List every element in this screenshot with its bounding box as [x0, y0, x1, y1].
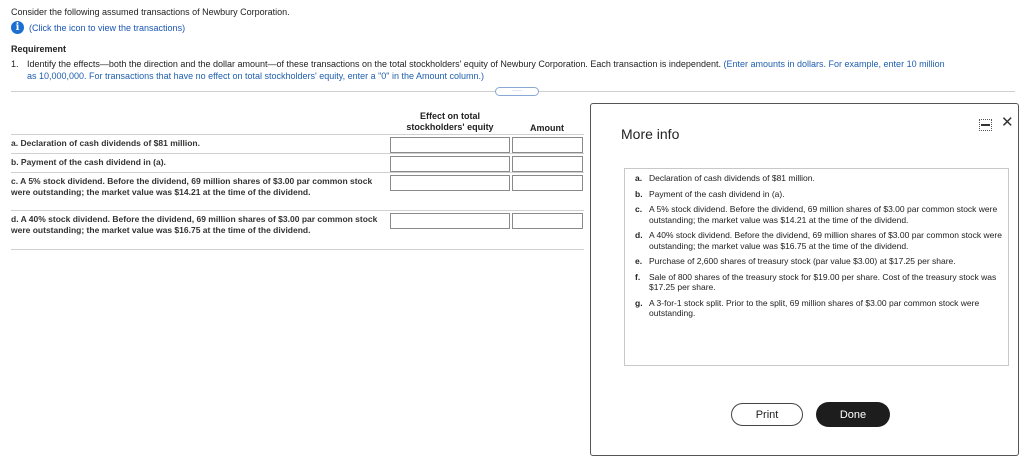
list-item: [635, 204, 1002, 225]
list-item: [635, 256, 1002, 267]
item-text: Payment of the cash dividend in (a).: [649, 188, 785, 199]
requirement-hint-2: as 10,000,000. For transactions that have no effect on total stockholders' equity, enter a "0" in the Amount column.): [27, 71, 485, 81]
list-item: [635, 230, 1002, 251]
effect-input-a[interactable]: [390, 137, 510, 153]
row-divider: [11, 153, 584, 154]
intro-text: Consider the following assumed transactions of Newbury Corporation.: [11, 7, 290, 17]
item-text: A 40% stock dividend. Before the dividend, 69 million shares of $3.00 par common stock were outstanding; the market value was $16.75 at the time of the dividend.: [649, 230, 1002, 251]
row-label-b: b. Payment of the cash dividend in (a).: [11, 157, 166, 167]
item-text: Sale of 800 shares of the treasury stock for $19.00 per share. Cost of the treasury stock was $17.25 per share.: [649, 271, 997, 292]
list-item: [635, 272, 1002, 293]
item-letter: d.: [635, 230, 643, 240]
requirement-heading: Requirement: [11, 44, 67, 54]
info-icon[interactable]: i: [11, 21, 24, 34]
item-text: Purchase of 2,600 shares of treasury stock (par value $3.00) at $17.25 per share.: [649, 256, 956, 266]
item-letter: e.: [635, 256, 643, 266]
requirement-text: [11, 58, 1016, 82]
amount-input-a[interactable]: [512, 137, 583, 153]
row-divider: [11, 134, 584, 135]
amount-input-b[interactable]: [512, 156, 583, 172]
item-letter: a.: [635, 173, 643, 183]
minimize-icon[interactable]: [979, 119, 992, 131]
requirement-instruction: Identify the effects—both the direction and the dollar amount—of these transactions on the total stockholders' equity of Newbury Corporation. Each transaction is independent.: [27, 59, 721, 69]
item-text: Declaration of cash dividends of $81 million.: [649, 173, 815, 183]
info-link-row[interactable]: [11, 21, 185, 34]
amount-input-d[interactable]: [512, 213, 583, 229]
list-item: [635, 173, 1002, 184]
list-item: [635, 189, 1002, 200]
expand-button[interactable]: ·····: [495, 87, 539, 96]
column-header-amount: Amount: [530, 123, 564, 133]
done-button[interactable]: Done: [816, 402, 890, 427]
effect-input-c[interactable]: [390, 175, 510, 191]
item-letter: g.: [635, 297, 643, 308]
dialog-title: More info: [621, 126, 680, 142]
effect-input-b[interactable]: [390, 156, 510, 172]
row-label-d: d. A 40% stock dividend. Before the dividend, 69 million shares of $3.00 par common stock were outstanding; the market value was $16.75 at the time of the dividend.: [11, 214, 378, 235]
transactions-list: [624, 168, 1009, 366]
row-label-c: c. A 5% stock dividend. Before the dividend, 69 million shares of $3.00 par common stock were outstanding; the market value was $14.21 at the time of the dividend.: [11, 176, 373, 197]
print-button[interactable]: Print: [731, 403, 803, 426]
close-icon[interactable]: ✕: [1001, 114, 1014, 131]
column-header-effect: Effect on total stockholders' equity: [406, 111, 494, 132]
list-item: [635, 298, 1002, 319]
row-divider: [11, 172, 584, 173]
item-text: A 3-for-1 stock split. Prior to the split, 69 million shares of $3.00 par common stock were outstanding.: [649, 297, 980, 318]
more-info-dialog: [590, 103, 1019, 456]
item-letter: c.: [635, 204, 643, 214]
info-link[interactable]: (Click the icon to view the transactions): [29, 22, 186, 33]
requirement-number: 1.: [11, 59, 19, 69]
row-divider: [11, 249, 584, 250]
amount-input-c[interactable]: [512, 175, 583, 191]
row-label-a: a. Declaration of cash dividends of $81 million.: [11, 138, 200, 148]
item-letter: f.: [635, 271, 641, 282]
item-letter: b.: [635, 188, 643, 199]
item-text: A 5% stock dividend. Before the dividend, 69 million shares of $3.00 par common stock were outstanding; the market value was $14.21 at the time of the dividend.: [649, 204, 998, 225]
requirement-hint-1: (Enter amounts in dollars. For example, enter 10 million: [723, 59, 945, 69]
row-divider: [11, 210, 584, 211]
effect-input-d[interactable]: [390, 213, 510, 229]
